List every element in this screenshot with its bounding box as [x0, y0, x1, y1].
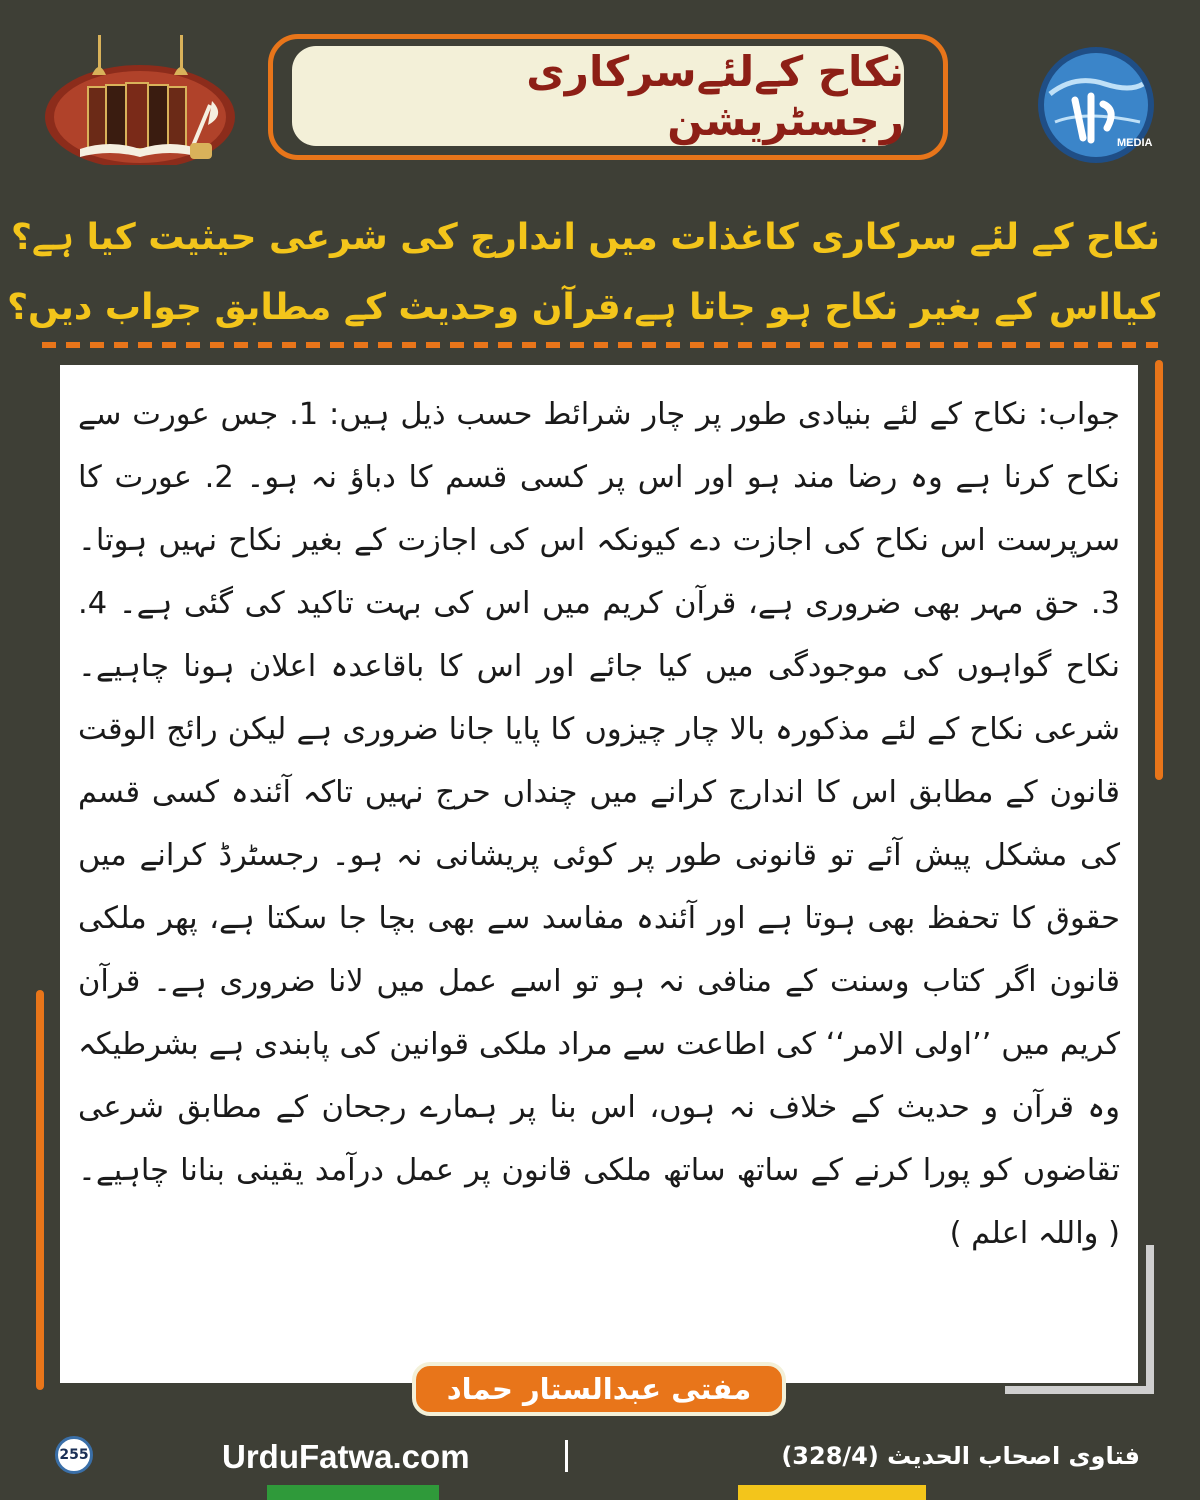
- logo-text: MEDIA: [1117, 137, 1153, 149]
- author-badge: [412, 1362, 786, 1416]
- author-name: مفتی عبدالستار حماد: [446, 1372, 752, 1406]
- yellow-strip: [738, 1485, 926, 1500]
- page-number-badge: 255: [55, 1436, 93, 1474]
- green-strip: [267, 1485, 439, 1500]
- orange-accent-bar-left: [36, 990, 44, 1390]
- orange-accent-bar-right: [1155, 360, 1163, 780]
- answer-text: جواب: نکاح کے لئے بنیادی طور پر چار شرائط حسب ذیل ہیں: 1. جس عورت سے نکاح کرنا ہے وہ رضا مند ہو اور اس پر کسی قسم کا دباؤ نہ ہو۔ 2. عورت کا سرپرست اس نکاح کی اجازت دے کیونکہ اس کی اجازت کے بغیر نکاح نہیں ہوتا۔ 3. حق مہر بھی ضروری ہے، قرآن کریم میں اس کی بہت تاکید کی گئی ہے۔ 4. نکاح گواہوں کی موجودگی میں کیا جائے اور اس کا باقاعدہ اعلان ہونا چاہیے۔ شرعی نکاح کے لئے مذکورہ بالا چار چیزوں کا پایا جانا ضروری ہے لیکن رائج الوقت قانون کے مطابق اس کا اندارج کرانے میں چنداں حرج نہیں تاکہ آئندہ کسی قسم کی مشکل پیش آئے تو قانونی طور پر کوئی پریشانی نہ ہو۔ رجسٹرڈ کرانے میں حقوق کا تحفظ بھی ہوتا ہے اور آئندہ مفاسد سے بھی بچا جا سکتا ہے، پھر ملکی قانون اگر کتاب وسنت کے منافی نہ ہو تو اسے عمل میں لانا ضروری ہے۔ قرآن کریم میں ’’اولی الامر‘‘ کی اطاعت سے مراد ملکی قوانین کی پابندی ہے بشرطیکہ وہ قرآن و حدیث کے خلاف نہ ہوں، اس بنا پر ہمارے رجحان کے مطابق شرعی تقاضوں کو پورا کرنے کے ساتھ ساتھ ملکی قانون پر عمل درآمد یقینی بنانا چاہیے۔ ( واللہ اعلم ): [78, 397, 1121, 1251]
- page-title: نکاح کےلئےسرکاری رجسٹریشن: [526, 47, 904, 145]
- source-reference: فتاوی اصحاب الحدیث (328/4): [781, 1442, 1140, 1470]
- dashed-divider: [42, 342, 1158, 348]
- books-and-quill-icon: [40, 35, 240, 165]
- footer-divider: [565, 1440, 568, 1472]
- globe-logo-icon: [1035, 44, 1157, 166]
- question-line-2: کیااس کے بغیر نکاح ہو جاتا ہے،قرآن وحدیث کے مطابق جواب دیں؟: [7, 287, 1160, 328]
- title-box: [292, 46, 904, 146]
- question-line-1: نکاح کے لئے سرکاری کاغذات میں اندارج کی شرعی حیثیت کیا ہے؟: [10, 217, 1160, 258]
- website-link[interactable]: UrduFatwa.com: [222, 1438, 470, 1475]
- answer-card: [60, 365, 1138, 1383]
